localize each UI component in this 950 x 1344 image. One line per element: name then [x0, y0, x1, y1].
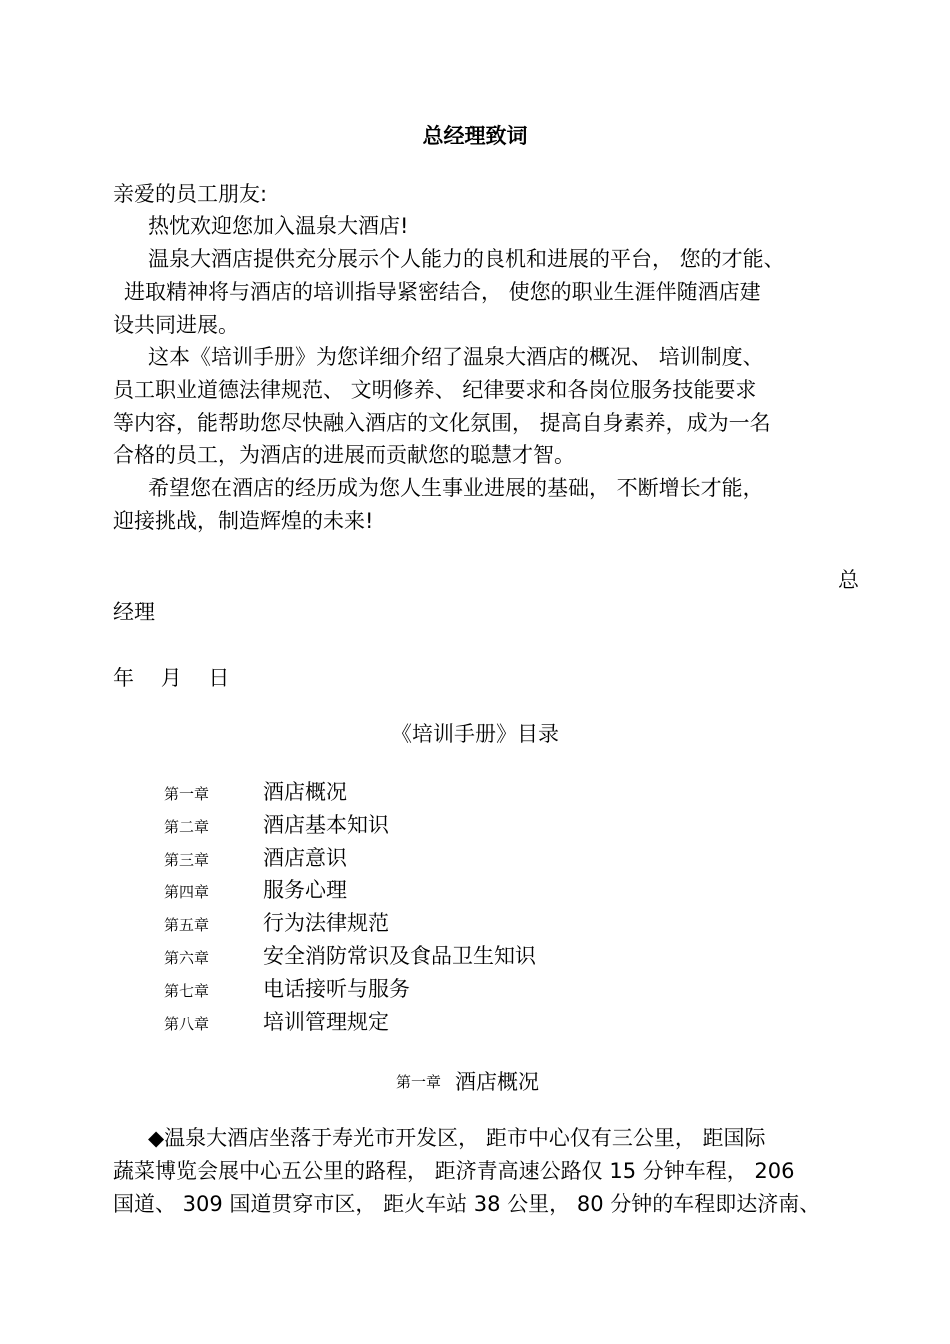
toc-chapter-number: 第三章 [164, 851, 210, 869]
chapter-body-line: 国道、 309 国道贯穿市区， 距火车站 38 公里， 80 分钟的车程即达济南、 [113, 1192, 821, 1216]
toc-chapter-name: 培训管理规定 [263, 1010, 389, 1034]
letter-line: 合格的员工，为酒店的进展而贡献您的聪慧才智。 [113, 443, 575, 467]
letter-line: 等内容，能帮助您尽快融入酒店的文化氛围， 提高自身素养，成为一名 [113, 411, 771, 435]
letter-line: 设共同进展。 [113, 313, 239, 337]
toc-chapter-name: 酒店概况 [263, 780, 347, 804]
letter-line: 这本《培训手册》为您详细介绍了温泉大酒店的概况、 培训制度、 [148, 345, 764, 369]
letter-line: 希望您在酒店的经历成为您人生事业进展的基础， 不断增长才能， [148, 476, 764, 500]
chapter-number: 第一章 [396, 1073, 442, 1091]
letter-line: 员工职业道德法律规范、 文明修养、 纪律要求和各岗位服务技能要求 [113, 378, 757, 402]
letter-line: 进取精神将与酒店的培训指导紧密结合， 使您的职业生涯伴随酒店建 [124, 280, 761, 304]
letter-line: 迎接挑战，制造辉煌的未来! [113, 509, 374, 533]
signature-part1: 总 [838, 568, 859, 592]
toc-chapter-name: 服务心理 [263, 878, 347, 902]
toc-chapter-name: 酒店意识 [263, 846, 347, 870]
chapter-body-line: 蔬菜博览会展中心五公里的路程， 距济青高速公路仅 15 分钟车程， 206 [113, 1159, 795, 1183]
letter-line: 热忱欢迎您加入温泉大酒店! [148, 214, 409, 238]
toc-chapter-number: 第二章 [164, 818, 210, 836]
signature-part2: 经理 [113, 600, 155, 624]
toc-chapter-name: 酒店基本知识 [263, 813, 389, 837]
toc-chapter-name: 电话接听与服务 [263, 977, 410, 1001]
chapter-heading [396, 1066, 539, 1096]
toc-chapter-name: 安全消防常识及食品卫生知识 [263, 944, 536, 968]
toc-chapter-number: 第七章 [164, 982, 210, 1000]
letter-greeting: 亲爱的员工朋友: [113, 182, 268, 206]
toc-chapter-name: 行为法律规范 [263, 911, 389, 935]
toc-chapter-number: 第六章 [164, 949, 210, 967]
chapter-body-line: ◆温泉大酒店坐落于寿光市开发区， 距市中心仅有三公里， 距国际 [148, 1126, 766, 1150]
toc-chapter-number: 第四章 [164, 883, 210, 901]
toc-chapter-number: 第一章 [164, 785, 210, 803]
chapter-name: 酒店概况 [455, 1070, 540, 1094]
letter-date: 年 月 日 [113, 666, 230, 690]
letter-title: 总经理致词 [422, 124, 528, 148]
toc-chapter-number: 第八章 [164, 1015, 210, 1033]
toc-title: 《培训手册》目录 [391, 722, 559, 746]
toc-chapter-number: 第五章 [164, 916, 210, 934]
letter-line: 温泉大酒店提供充分展示个人能力的良机和进展的平台， 您的才能、 [148, 247, 785, 271]
